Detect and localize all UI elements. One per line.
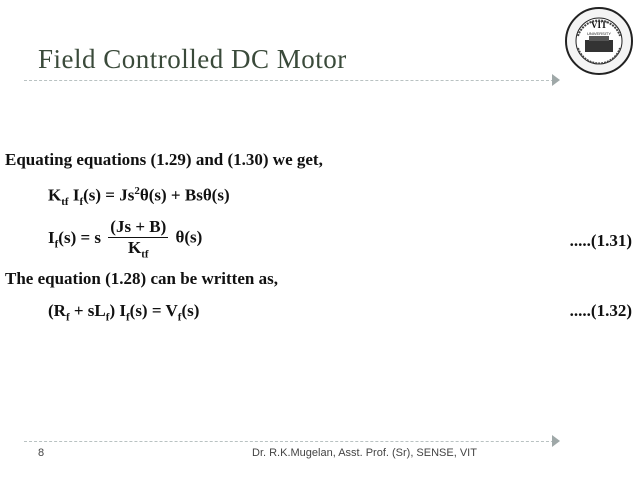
equation-a: $K_{tf}$ $I_f(s) = Js^2\theta(s) + Bs\theta(s)$: [48, 185, 230, 209]
fraction: [108, 217, 168, 260]
footer-credit: Dr. R.K.Mugelan, Asst. Prof. (Sr), SENSE, VIT: [252, 447, 477, 459]
title-divider: [24, 80, 554, 81]
divider-arrow: [552, 74, 560, 86]
university-seal-logo: [564, 6, 634, 76]
logo-subtitle: UNIVERSITY: [586, 31, 612, 36]
equation-1-31: $I_f(s) = s$ $\frac{(Js + B)}{K_{tf}}$ θ(s): [48, 217, 203, 261]
slide-title: Field Controlled DC Motor: [38, 44, 347, 74]
statement-text: The equation (1.28) can be written as,: [5, 269, 278, 288]
fraction-denominator: $K_{tf}$: [128, 238, 149, 261]
intro-text: Equating equations (1.29) and (1.30) we get,: [5, 150, 323, 169]
equation-1-32: $(R_f + sL_f) I_f(s) = V_f(s)$: [48, 301, 200, 324]
equation-ref-1-31: .....(1.31): [569, 231, 632, 250]
footer-divider: [24, 441, 554, 442]
equation-b-rhs: θ(s): [175, 227, 203, 247]
footer-divider-arrow: [552, 435, 560, 447]
logo-label: VIT: [590, 20, 608, 30]
fraction-numerator: (Js + B): [110, 217, 167, 236]
equation-block: [0, 145, 638, 335]
slide-number: 8: [38, 447, 45, 459]
equation-ref-1-32: .....(1.32): [569, 301, 632, 320]
